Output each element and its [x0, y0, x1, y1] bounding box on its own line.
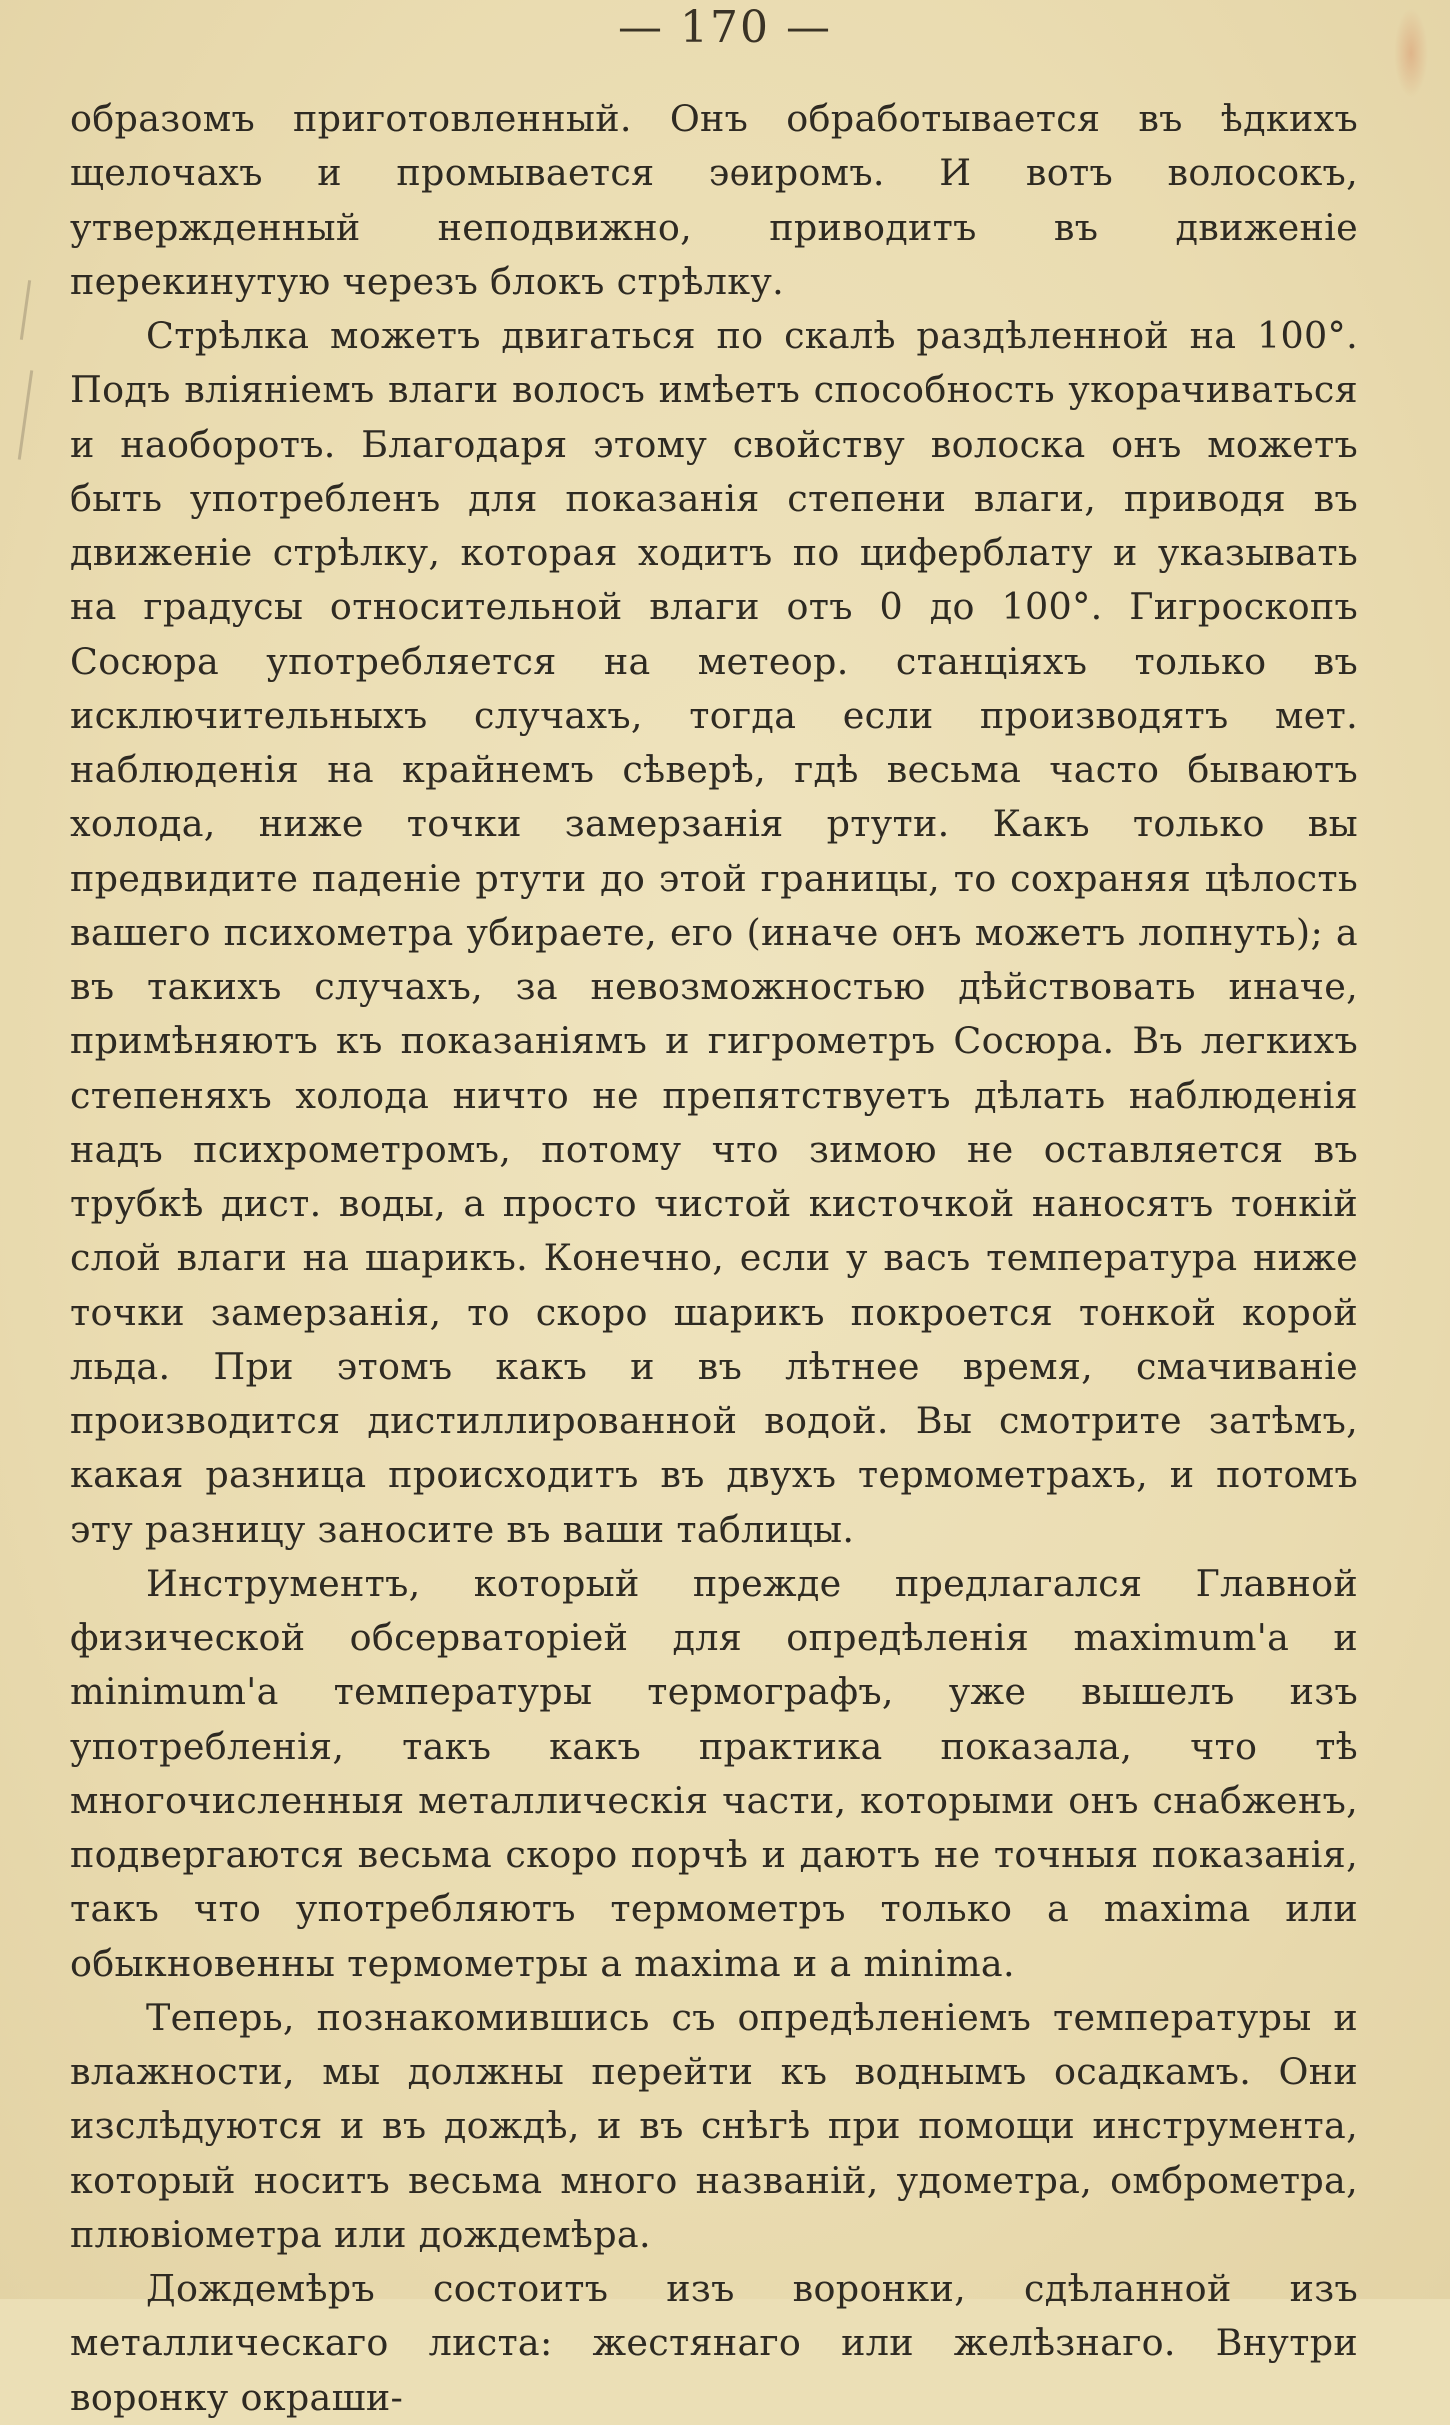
- margin-pencil-mark: [20, 280, 31, 340]
- paragraph: Инструментъ, который прежде предлагался Главной физической обсерваторіей для опредѣленія maximum'a и minimum'a температуры термографъ, уже вышелъ изъ употребленія, такъ какъ практика показала, что тѣ многочисленныя металлическія части, которыми онъ снабженъ, подвергаются весьма скоро порчѣ и даютъ не точныя показанія, такъ что употребляютъ термометръ только a maxima или обыкновенны термометры a maxima и a minima.: [70, 1561, 1358, 1985]
- body-text: [70, 92, 1358, 2425]
- margin-pencil-mark: [18, 370, 33, 460]
- paragraph: Дождемѣръ состоитъ изъ воронки, сдѣланной изъ металлическаго листа: жестянаго или желѣзнаго. Внутри воронку окраши-: [70, 2267, 1358, 2419]
- paragraph: Стрѣлка можетъ двигаться по скалѣ раздѣленной на 100°. Подъ вліяніемъ влаги волосъ имѣетъ способность укорачиватьcя и наоборотъ. Благодаря этому свойству волоска онъ можетъ быть употребленъ для показанія степени влаги, приводя въ движеніе стрѣлку, которая ходитъ по циферблату и указывать на градусы относительной влаги отъ 0 до 100°. Гигроскопъ Сосюра употребляется на метеор. станціяхъ только въ исключительныхъ случахъ, тогда если производятъ мет. наблюденія на крайнемъ сѣверѣ, гдѣ весьма часто бываютъ холода, ниже точки замерзанія ртути. Какъ только вы предвидите паденіе ртути до этой границы, то сохраняя цѣлость вашего психометра убираете, его (иначе онъ можетъ лопнуть); а въ такихъ случахъ, за невозможностью дѣйствовать иначе, примѣняютъ къ показаніямъ и гигрометръ Сосюра. Въ легкихъ степеняхъ холода ничто не препятствуетъ дѣлать наблюденія надъ психрометромъ, потому что зимою не оставляется въ трубкѣ дист. воды, а просто чистой кисточкой наносятъ тонкій слой влаги на шарикъ. Конечно, если у васъ температура ниже точки замерзанія, то скоро шарикъ покроется тонкой корой льда. При этомъ какъ и въ лѣтнее время, смачиваніе производится дистиллированной водой. Вы смотрите затѣмъ, какая разница происходитъ въ двухъ термометрахъ, и потомъ эту разницу заносите въ ваши таблицы.: [70, 314, 1358, 1551]
- paragraph: образомъ приготовленный. Онъ обработывается въ ѣдкихъ щелочахъ и промывается эѳиромъ. И вотъ волосокъ, утвержденный неподвижно, приводитъ въ движеніе перекинутую черезъ блокъ стрѣлку.: [70, 97, 1358, 303]
- page-number: — 170 —: [618, 2, 832, 53]
- paragraph: Теперь, познакомившись съ опредѣленіемъ температуры и влажности, мы должны перейти къ воднымъ осадкамъ. Они изслѣдуются и въ дождѣ, и въ снѣгѣ при помощи инструмента, который носитъ весьма много названій, удометра, омброметра, плювіометра или дождемѣра.: [70, 1995, 1358, 2256]
